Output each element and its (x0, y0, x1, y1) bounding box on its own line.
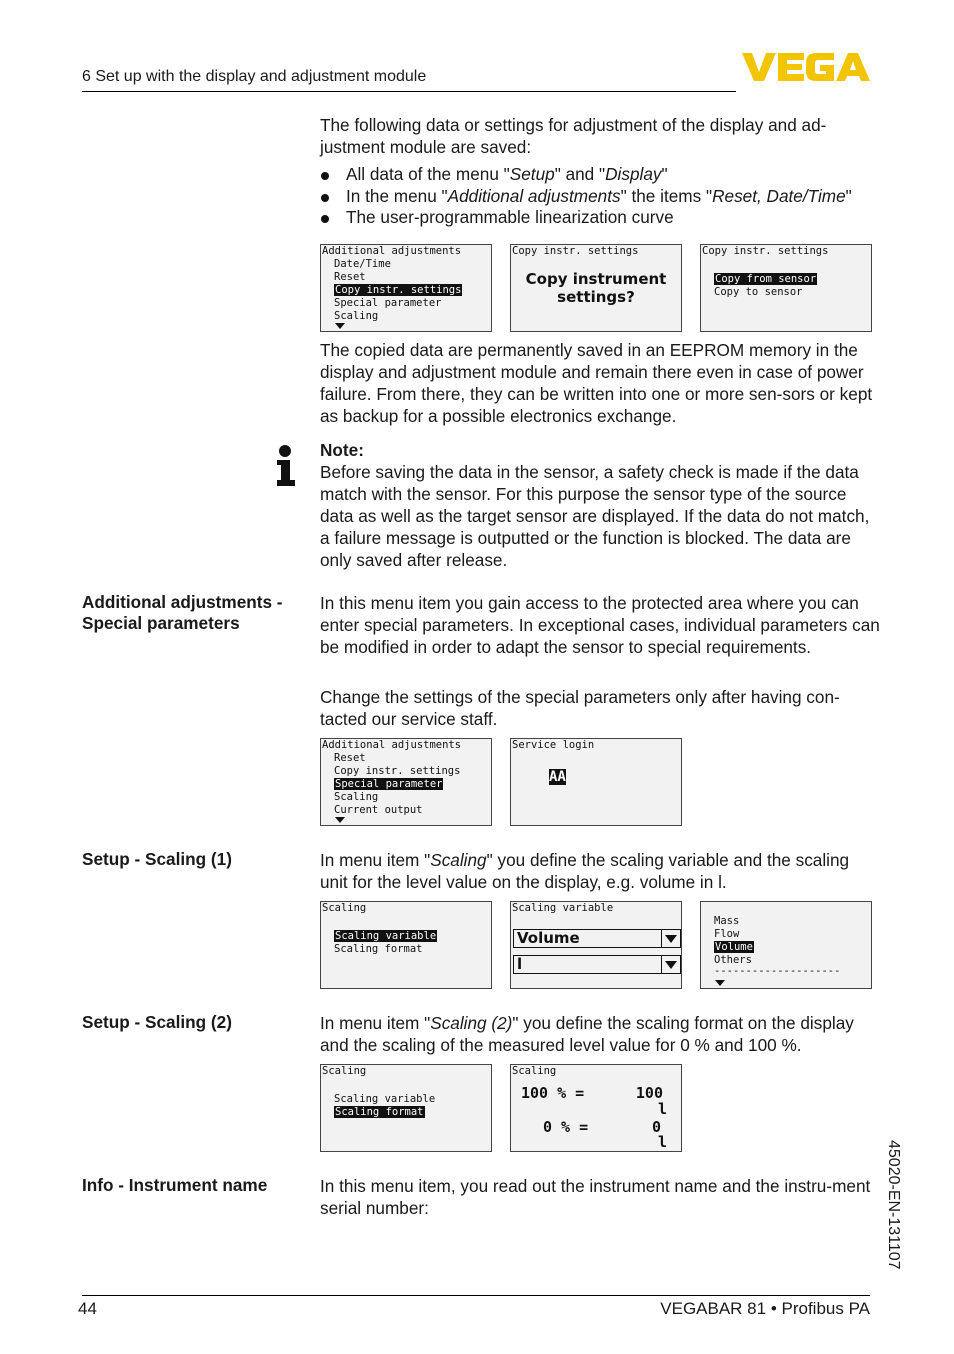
info-note-icon (276, 444, 296, 488)
document-code: 45020-EN-131107 (885, 1140, 902, 1270)
confirm-question: settings? (557, 288, 635, 306)
screen-title: Scaling variable (512, 902, 614, 914)
menu-item-selected: Scaling variable (335, 930, 437, 942)
screen-title: Scaling (322, 902, 367, 914)
display-screen-additional-adjustments (320, 244, 492, 332)
running-header: 6 Set up with the display and adjustment module (82, 68, 427, 85)
separator-line: -------------------- (714, 965, 841, 977)
scaling-100-value: 100 (635, 1084, 663, 1102)
scaling2-paragraph: In menu item "Scaling (2)" you define the scaling format on the display and the scaling of the measured level value for 0 % and 100 %. (320, 1013, 854, 1055)
menu-item-selected: Copy from sensor (715, 273, 817, 285)
menu-item: Mass (714, 915, 740, 927)
section-label-instrument-name: Info - Instrument name (82, 1175, 268, 1195)
menu-item-selected: Scaling format (335, 1106, 424, 1118)
menu-item: Current output (334, 804, 423, 816)
display-screen-additional-adjustments-2 (320, 738, 492, 826)
display-screen-scaling (320, 901, 492, 989)
variable-dropdown: Volume (513, 929, 681, 948)
note-text: Before saving the data in the sensor, a safety check is made if the data match with the sensor. For this purpose the sensor type of the source data as well as the target sensor are displayed. If the data do not match, a failure message is outputted or the function is blocked. The data are only saved after release. (320, 462, 870, 570)
special-paragraph-2: Change the settings of the special parameters only after having con-tacted our service staff. (320, 687, 840, 729)
scaling-0-value: 0 (651, 1118, 661, 1136)
unit-dropdown: l (513, 955, 681, 974)
section-label-scaling-1: Setup - Scaling (1) (82, 849, 232, 869)
note-title: Note: (320, 440, 364, 460)
menu-item: Copy instr. settings (334, 765, 461, 777)
scaling-100-label: 100 % = (521, 1084, 585, 1102)
intro-paragraph: The following data or settings for adjustment of the display and ad-justment module are saved: (320, 115, 827, 157)
special-paragraph-1: In this menu item you gain access to the protected area where you can enter special parameters. In exceptional cases, individual parameters can be modified in order to adapt the sensor to special requirements. (320, 593, 880, 657)
vega-logo (740, 50, 872, 89)
scroll-down-arrow-icon (335, 817, 345, 823)
page-number: 44 (78, 1299, 97, 1318)
display-screen-copy-options (700, 244, 872, 332)
screen-title: Additional adjustments (322, 245, 462, 257)
eeprom-paragraph: The copied data are permanently saved in an EEPROM memory in the display and adjustment module and remain there even in case of power failure. From there, they can be written into one or more sen-sors or kept as backup for a possible electronics exchange. (320, 340, 873, 426)
scaling-0-label: 0 % = (543, 1118, 589, 1136)
scaling-100-unit: l (657, 1100, 667, 1118)
menu-item: Special parameter (334, 297, 442, 309)
display-screen-scaling-variable (510, 901, 682, 989)
list-item: The user-programmable linearization curve (320, 207, 852, 229)
menu-item: Others (714, 954, 752, 966)
screen-title: Service login (512, 739, 595, 751)
display-screen-copy-confirm (510, 244, 682, 332)
dropdown-arrow-icon (661, 930, 680, 947)
footer-rule (82, 1295, 870, 1296)
confirm-question: Copy instrument (525, 270, 667, 288)
scroll-down-arrow-icon (715, 980, 725, 986)
screen-title: Copy instr. settings (512, 245, 639, 257)
scroll-down-arrow-icon (335, 323, 345, 329)
section-label-special-parameters: Additional adjustments - Special parameters (82, 592, 283, 633)
scaling1-paragraph: In menu item "Scaling" you define the scaling variable and the scaling unit for the level value on the display, e.g. volume in l. (320, 850, 850, 892)
screen-title: Scaling (512, 1065, 557, 1077)
menu-item: Scaling format (334, 943, 423, 955)
menu-item: Date/Time (334, 258, 391, 270)
login-cursor: AA (549, 769, 566, 785)
dropdown-arrow-icon (661, 956, 680, 973)
list-item: All data of the menu "Setup" and "Display" (320, 164, 852, 186)
menu-item: Scaling (334, 791, 379, 803)
display-screen-scaling-format (510, 1064, 682, 1152)
screen-title: Additional adjustments (322, 739, 462, 751)
scaling-0-unit: l (657, 1133, 667, 1151)
menu-item: Copy to sensor (714, 286, 803, 298)
menu-item: Scaling variable (334, 1093, 436, 1105)
menu-item-selected: Special parameter (335, 778, 443, 790)
login-input (549, 771, 566, 784)
product-name: VEGABAR 81 • Profibus PA (660, 1299, 870, 1318)
display-screen-service-login (510, 738, 682, 826)
menu-item-selected: Volume (715, 941, 753, 953)
display-screen-variable-list (700, 901, 872, 989)
screen-title: Scaling (322, 1065, 367, 1077)
menu-item-selected: Copy instr. settings (335, 284, 462, 296)
menu-item: Scaling (334, 310, 379, 322)
menu-item: Reset (334, 271, 366, 283)
menu-item: Flow (714, 928, 740, 940)
menu-item: Reset (334, 752, 366, 764)
section-label-scaling-2: Setup - Scaling (2) (82, 1012, 232, 1032)
display-screen-scaling-2 (320, 1064, 492, 1152)
header-rule (82, 91, 736, 92)
info-paragraph: In this menu item, you read out the instrument name and the instru-ment serial number: (320, 1176, 871, 1218)
screen-title: Copy instr. settings (702, 245, 829, 257)
saved-items-list (320, 164, 852, 229)
list-item: In the menu "Additional adjustments" the items "Reset, Date/Time" (320, 186, 852, 208)
